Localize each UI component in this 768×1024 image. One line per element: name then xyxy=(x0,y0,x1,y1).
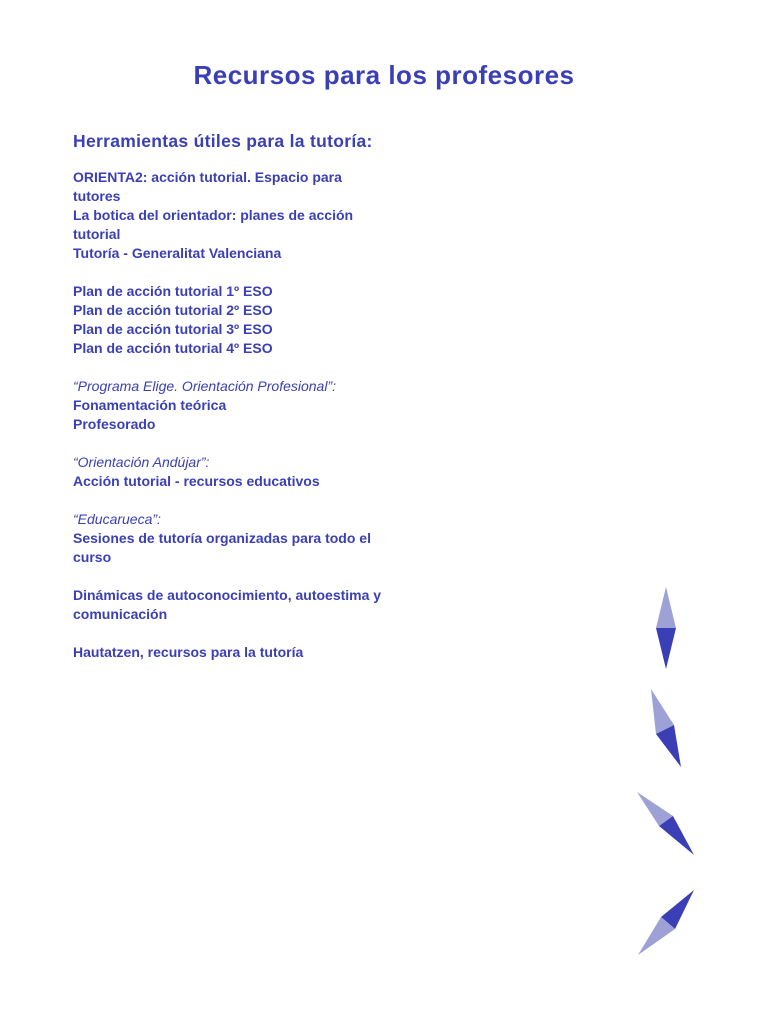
generalitat-valenciana-link[interactable]: Tutoría - Generalitat Valenciana xyxy=(73,245,282,261)
compass-needle-icon xyxy=(637,792,694,855)
dinamicas-link[interactable]: Dinámicas de autoconocimiento, autoestima y comunicación xyxy=(73,587,382,622)
decorative-compass-needles xyxy=(620,580,720,970)
compass-needle-icon xyxy=(656,587,676,669)
page-title: Recursos para los profesores xyxy=(193,60,575,90)
plan-1-eso-link[interactable]: Plan de acción tutorial 1º ESO xyxy=(73,283,273,299)
hautatzen-group xyxy=(73,643,383,662)
compass-needle-icon xyxy=(651,689,681,767)
educarueca-source-label: “Educarueca”: xyxy=(73,511,161,527)
accion-tutorial-recursos-link[interactable]: Acción tutorial - recursos educativos xyxy=(73,473,320,489)
andujar-group xyxy=(73,453,383,491)
profesorado-link[interactable]: Profesorado xyxy=(73,416,156,432)
sesiones-tutoria-link[interactable]: Sesiones de tutoría organizadas para todo el curso xyxy=(73,530,371,565)
plan-3-eso-link[interactable]: Plan de acción tutorial 3º ESO xyxy=(73,321,273,337)
plan-4-eso-link[interactable]: Plan de acción tutorial 4º ESO xyxy=(73,340,273,356)
botica-orientador-link[interactable]: La botica del orientador: planes de acción tutorial xyxy=(73,207,354,242)
andujar-source-label: “Orientación Andújar”: xyxy=(73,454,210,470)
dinamicas-group xyxy=(73,586,383,624)
plan-2-eso-link[interactable]: Plan de acción tutorial 2º ESO xyxy=(73,302,273,318)
plan-links-group xyxy=(73,282,383,358)
tutorial-links-group xyxy=(73,168,383,263)
orienta2-link[interactable]: ORIENTA2: acción tutorial. Espacio para tutores xyxy=(73,169,342,204)
section-heading: Herramientas útiles para la tutoría: xyxy=(73,131,373,151)
educarueca-group xyxy=(73,510,383,567)
fonamentacion-link[interactable]: Fonamentación teórica xyxy=(73,397,227,413)
compass-needle-icon xyxy=(638,890,694,955)
elige-source-label: “Programa Elige. Orientación Profesional”: xyxy=(73,378,337,394)
elige-group xyxy=(73,377,383,434)
hautatzen-link[interactable]: Hautatzen, recursos para la tutoría xyxy=(73,644,304,660)
resources-section xyxy=(73,131,383,662)
